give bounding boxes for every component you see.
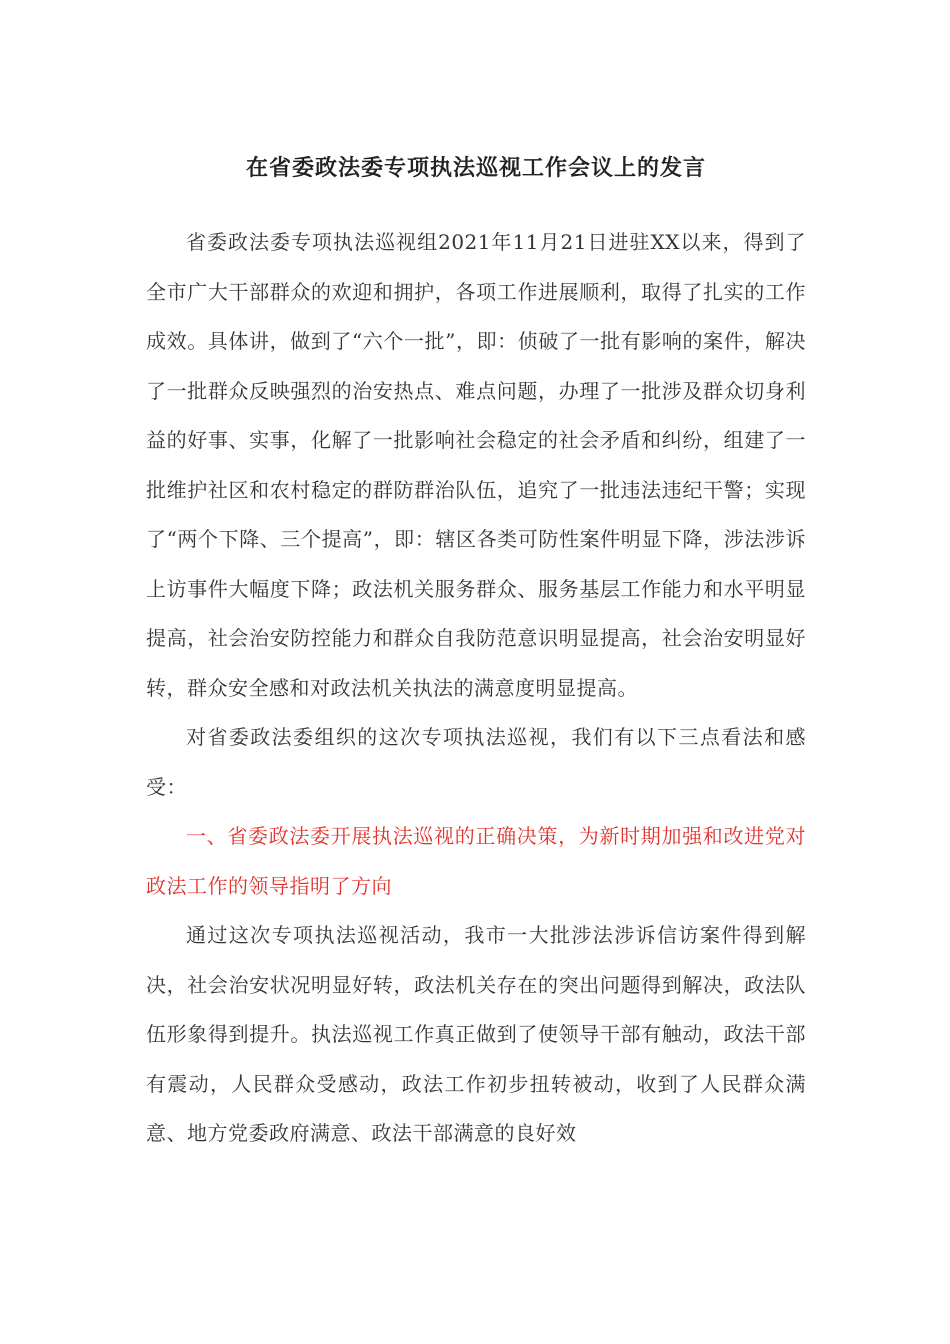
paragraph-results: 通过这次专项执法巡视活动，我市一大批涉法涉诉信访案件得到解决，社会治安状况明显好转，政法机关存在的突出问题得到解决，政法队伍形象得到提升。执法巡视工作真正做到了使领导干部有触动，政法干部有震动，人民群众受感动，政法工作初步扭转被动，收到了人民群众满意、地方党委政府满意、政法干部满意的良好效 (146, 923, 806, 1145)
paragraph-intro: 省委政法委专项执法巡视组2021年11月21日进驻XX以来，得到了全市广大干部群众的欢迎和拥护，各项工作进展顺利，取得了扎实的工作成效。具体讲，做到了“六个一批”，即：侦破了一批有影响的案件，解决了一批群众反映强烈的治安热点、难点问题，办理了一批涉及群众切身利益的好事、实事，化解了一批影响社会稳定的社会矛盾和纠纷，组建了一批维护社区和农村稳定的群防群治队伍，追究了一批违法违纪干警；实现了“两个下降、三个提高”，即：辖区各类可防性案件明显下降，涉法涉诉上访事件大幅度下降；政法机关服务群众、服务基层工作能力和水平明显提高，社会治安防控能力和群众自我防范意识明显提高，社会治安明显好转，群众安全感和对政法机关执法的满意度明显提高。 (146, 230, 806, 700)
document-page (146, 140, 806, 1159)
document-title: 在省委政法委专项执法巡视工作会议上的发言 (245, 155, 706, 181)
section-heading-1: 一、省委政法委开展执法巡视的正确决策，为新时期加强和改进党对政法工作的领导指明了方向 (146, 824, 806, 898)
paragraph-views: 对省委政法委组织的这次专项执法巡视，我们有以下三点看法和感受： (146, 725, 806, 799)
